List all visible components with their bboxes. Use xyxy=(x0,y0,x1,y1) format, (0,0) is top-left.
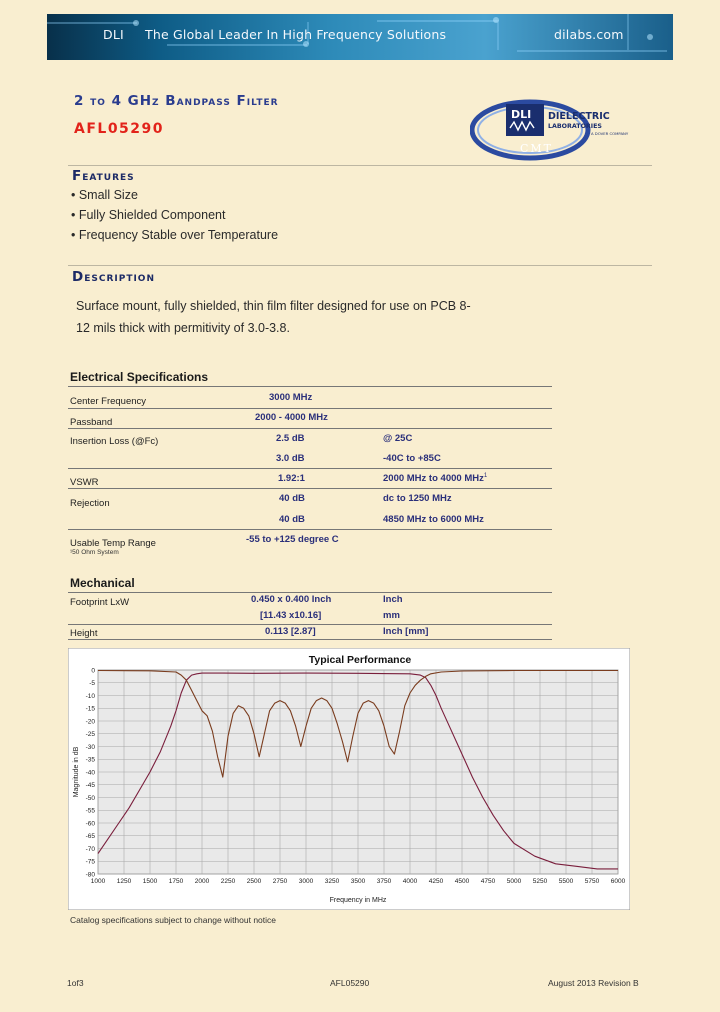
spec-value: 40 dB xyxy=(279,514,305,525)
spec-condition: @ 25C xyxy=(383,433,413,444)
logo-dli-text: DLI xyxy=(511,108,532,121)
x-tick-label: 1250 xyxy=(116,878,132,885)
table-rule xyxy=(68,592,552,593)
x-tick-label: 5500 xyxy=(558,878,574,885)
description-line2: 12 mils thick with permitivity of 3.0-3.8. xyxy=(76,321,290,335)
spec-value: 3.0 dB xyxy=(276,453,305,464)
divider xyxy=(68,265,652,266)
x-tick-label: 6000 xyxy=(610,878,626,885)
table-rule xyxy=(68,624,552,625)
performance-chart xyxy=(68,648,630,910)
spec-label: Footprint LxW xyxy=(70,597,130,608)
y-tick-label: -65 xyxy=(85,833,95,841)
spec-value: -55 to +125 degree C xyxy=(246,534,339,545)
part-number: AFL05290 xyxy=(74,121,165,137)
chart-ylabel: Magnitude in dB xyxy=(73,746,80,798)
spec-condition: 4850 MHz to 6000 MHz xyxy=(383,514,484,525)
y-tick-label: -15 xyxy=(85,705,95,713)
y-tick-label: 0 xyxy=(91,667,95,675)
y-tick-label: -35 xyxy=(85,756,95,764)
spec-label: VSWR xyxy=(70,477,99,488)
y-tick-label: -30 xyxy=(85,743,95,751)
y-tick-label: -70 xyxy=(85,845,95,853)
logo-line1: DIELECTRIC xyxy=(548,111,610,122)
spec-condition: dc to 1250 MHz xyxy=(383,493,452,504)
company-logo xyxy=(470,94,652,162)
divider xyxy=(68,165,652,166)
banner-tagline: The Global Leader In High Frequency Solutions xyxy=(145,27,447,42)
x-tick-label: 3250 xyxy=(324,878,340,885)
y-tick-label: -55 xyxy=(85,807,95,815)
footnote: ¹50 Ohm System xyxy=(70,549,119,556)
table-rule xyxy=(68,529,552,530)
banner-website[interactable]: dilabs.com xyxy=(554,27,624,42)
header-banner xyxy=(47,14,673,60)
x-tick-label: 1500 xyxy=(142,878,158,885)
mechanical-heading: Mechanical xyxy=(70,576,135,590)
spec-label: Height xyxy=(70,628,98,639)
table-rule xyxy=(68,639,552,640)
spec-label: Rejection xyxy=(70,498,110,509)
spec-unit: Inch [mm] xyxy=(383,626,429,637)
spec-unit: Inch xyxy=(383,594,403,605)
y-tick-label: -45 xyxy=(85,782,95,790)
logo-ring-text: CMT xyxy=(520,142,554,155)
chart-xlabel: Frequency in MHz xyxy=(329,897,387,904)
catalog-notice: Catalog specifications subject to change without notice xyxy=(70,915,277,925)
x-tick-label: 2000 xyxy=(194,878,210,885)
spec-value: 1.92:1 xyxy=(278,473,305,484)
table-rule xyxy=(68,408,552,409)
x-tick-label: 2500 xyxy=(246,878,262,885)
logo-line3: A DOVER COMPANY xyxy=(591,131,629,136)
spec-value: 40 dB xyxy=(279,493,305,504)
chart-title: Typical Performance xyxy=(308,654,412,666)
table-rule xyxy=(68,468,552,469)
table-rule xyxy=(68,488,552,489)
spec-label: Usable Temp Range xyxy=(70,538,156,549)
feature-item: • Frequency Stable over Temperature xyxy=(71,228,279,242)
table-rule xyxy=(68,386,552,387)
x-tick-label: 4000 xyxy=(402,878,418,885)
banner-brand: DLI xyxy=(103,27,124,42)
x-tick-label: 3500 xyxy=(350,878,366,885)
footer-revision: August 2013 Revision B xyxy=(548,978,639,988)
feature-item: • Small Size xyxy=(71,188,138,202)
x-tick-label: 5250 xyxy=(532,878,548,885)
features-heading: Features xyxy=(72,168,135,184)
product-title: 2 to 4 GHz Bandpass Filter xyxy=(74,93,279,109)
spec-value: 3000 MHz xyxy=(269,392,313,403)
spec-value: 0.450 x 0.400 Inch xyxy=(251,594,332,605)
x-tick-label: 1750 xyxy=(168,878,184,885)
x-tick-label: 1000 xyxy=(90,878,106,885)
spec-condition: -40C to +85C xyxy=(383,453,441,464)
description-line1: Surface mount, fully shielded, thin film filter designed for use on PCB 8- xyxy=(76,299,471,313)
x-tick-label: 2250 xyxy=(220,878,236,885)
x-tick-label: 3750 xyxy=(376,878,392,885)
description-heading: Description xyxy=(72,269,155,285)
x-tick-label: 4750 xyxy=(480,878,496,885)
y-tick-label: -20 xyxy=(85,718,95,726)
feature-item: • Fully Shielded Component xyxy=(71,208,226,222)
x-tick-label: 4500 xyxy=(454,878,470,885)
x-tick-label: 2750 xyxy=(272,878,288,885)
y-tick-label: -50 xyxy=(85,794,95,802)
footer-part: AFL05290 xyxy=(330,978,370,988)
x-tick-label: 5000 xyxy=(506,878,522,885)
logo-line2: LABORATORIES xyxy=(548,123,602,130)
spec-condition: 2000 MHz to 4000 MHz$^1$ xyxy=(383,473,488,485)
spec-value: 2.5 dB xyxy=(276,433,305,444)
table-rule xyxy=(68,428,552,429)
x-tick-label: 3000 xyxy=(298,878,314,885)
spec-value: 0.113 [2.87] xyxy=(265,626,316,637)
spec-label: Insertion Loss (@Fc) xyxy=(70,436,159,447)
y-tick-label: -75 xyxy=(85,858,95,866)
spec-value: [11.43 x10.16] xyxy=(260,610,322,621)
spec-value: 2000 - 4000 MHz xyxy=(255,412,328,423)
x-tick-label: 4250 xyxy=(428,878,444,885)
electrical-heading: Electrical Specifications xyxy=(70,370,209,384)
footer-page: 1of3 xyxy=(67,978,84,988)
y-tick-label: -60 xyxy=(85,820,95,828)
y-tick-label: -40 xyxy=(85,769,95,777)
spec-label: Center Frequency xyxy=(70,396,147,407)
y-tick-label: -80 xyxy=(85,871,95,879)
y-tick-label: -25 xyxy=(85,731,95,739)
x-tick-label: 5750 xyxy=(584,878,600,885)
spec-unit: mm xyxy=(383,610,400,621)
y-tick-label: -10 xyxy=(85,692,95,700)
y-tick-label: -5 xyxy=(89,680,95,688)
spec-label: Passband xyxy=(70,417,113,428)
